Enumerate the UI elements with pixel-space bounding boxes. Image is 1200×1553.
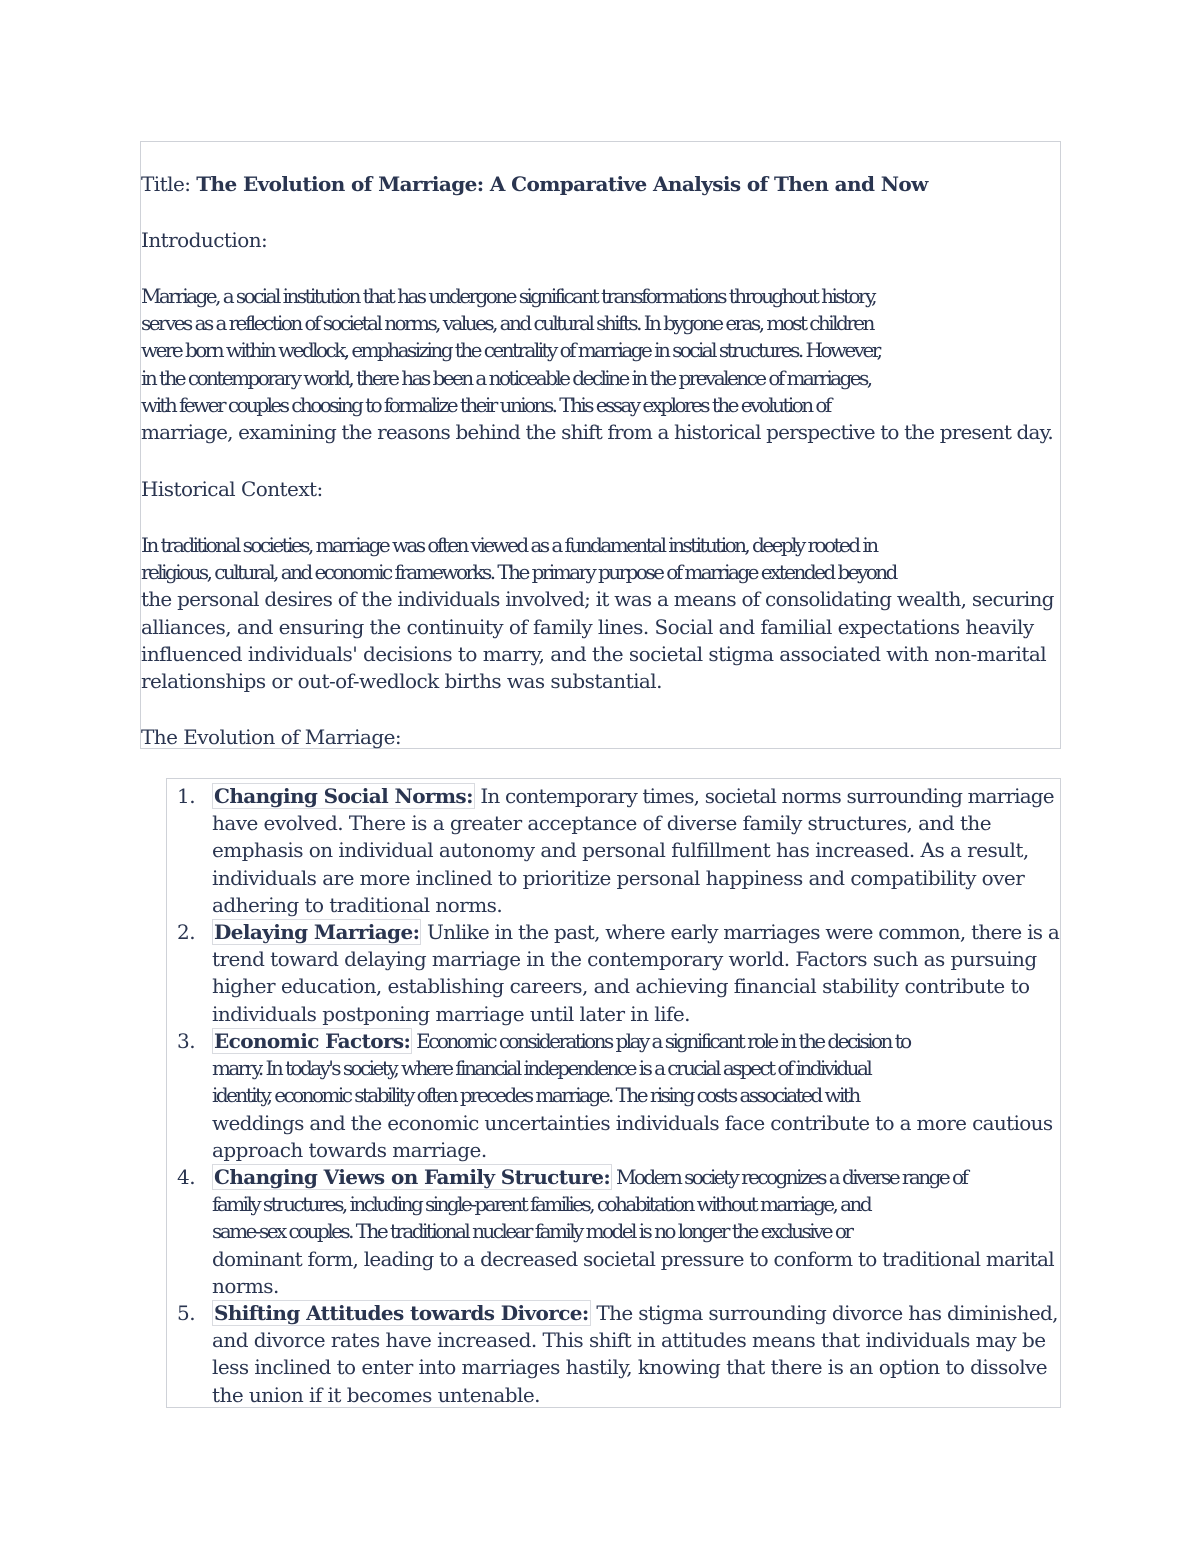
list-item-line: same-sex couples. The traditional nuclear family model is no longer the exclusive or (212, 1219, 852, 1244)
introduction-paragraph (141, 283, 1053, 446)
list-item-heading: Shifting Attitudes towards Divorce: (214, 1301, 589, 1325)
list-number: 4. (177, 1165, 196, 1189)
list-item-line: individuals are more inclined to prioritize personal happiness and compatibility over (212, 865, 1025, 890)
paragraph-line: relationships or out-of-wedlock births was substantial. (141, 669, 662, 694)
list-item-body (212, 783, 1054, 919)
intro-section (140, 141, 1061, 749)
list-item-line: individuals postponing marriage until later in life. (212, 1001, 690, 1026)
list-item-text: The stigma surrounding divorce has diminished, (590, 1301, 1058, 1325)
list-item-line: weddings and the economic uncertainties individuals face contribute to a more cautious (212, 1110, 1053, 1135)
list-item-first-line (212, 919, 1059, 946)
list-item-line: the union if it becomes untenable. (212, 1382, 540, 1407)
list-item-line: approach towards marriage. (212, 1137, 487, 1162)
evolution-heading: The Evolution of Marriage: (141, 725, 402, 749)
list-item-body (212, 1028, 1053, 1164)
title-label: Title: (141, 172, 191, 196)
list-item-first-line (212, 1164, 1054, 1191)
paragraph-line: serves as a reflection of societal norms, values, and cultural shifts. In bygone eras, most children (141, 311, 873, 336)
list-item-line: have evolved. There is a greater acceptance of diverse family structures, and the (212, 811, 992, 836)
paragraph-line: marriage, examining the reasons behind the shift from a historical perspective to the present day. (141, 420, 1053, 445)
introduction-heading: Introduction: (141, 228, 268, 252)
paragraph-line: the personal desires of the individuals involved; it was a means of consolidating wealth, securing (141, 587, 1054, 612)
list-item-line: and divorce rates have increased. This shift in attitudes means that individuals may be (212, 1328, 1046, 1353)
list-item-body (212, 919, 1059, 1028)
list-item-text: Unlike in the past, where early marriages were common, there is a (421, 920, 1060, 944)
list-item-heading: Delaying Marriage: (214, 920, 420, 944)
list-item-heading: Economic Factors: (214, 1029, 411, 1053)
list-item-line: norms. (212, 1273, 279, 1298)
list-item-line: emphasis on individual autonomy and personal fulfillment has increased. As a result, (212, 838, 1029, 863)
title-line (141, 171, 928, 198)
historical-context-paragraph (141, 532, 1054, 695)
list-item-text: Economic considerations play a significant role in the decision to (412, 1029, 910, 1053)
list-item-line: dominant form, leading to a decreased societal pressure to conform to traditional marital (212, 1246, 1054, 1271)
paragraph-line: Marriage, a social institution that has undergone significant transformations throughout history, (141, 284, 875, 308)
list-item-text: In contemporary times, societal norms surrounding marriage (474, 784, 1054, 808)
list-number: 2. (177, 920, 196, 944)
list-item-line: identity, economic stability often precedes marriage. The rising costs associated with (212, 1083, 859, 1108)
paragraph-line: In traditional societies, marriage was often viewed as a fundamental institution, deeply rooted in (141, 533, 877, 557)
list-item-line: adhering to traditional norms. (212, 892, 503, 917)
list-item-text: Modern society recognizes a diverse range of (612, 1165, 967, 1189)
list-item-line: higher education, establishing careers, and achieving financial stability contribute to (212, 974, 1030, 999)
list-item-heading: Changing Social Norms: (214, 784, 473, 808)
evolution-list-section (166, 778, 1061, 1408)
paragraph-line: religious, cultural, and economic frameworks. The primary purpose of marriage extended beyond (141, 560, 896, 585)
list-item-line: less inclined to enter into marriages hastily, knowing that there is an option to dissolve (212, 1355, 1048, 1380)
list-item-line: trend toward delaying marriage in the contemporary world. Factors such as pursuing (212, 947, 1037, 972)
list-number: 1. (177, 784, 196, 808)
list-number: 3. (177, 1029, 196, 1053)
list-item-line: family structures, including single-parent families, cohabitation without marriage, and (212, 1192, 871, 1217)
list-item-body (212, 1164, 1054, 1300)
list-item-first-line (212, 1028, 1053, 1055)
paragraph-line: influenced individuals' decisions to marry, and the societal stigma associated with non-marital (141, 641, 1047, 666)
paragraph-line: alliances, and ensuring the continuity of family lines. Social and familial expectations heavily (141, 614, 1034, 639)
paragraph-line: were born within wedlock, emphasizing the centrality of marriage in social structures. However, (141, 338, 881, 363)
list-item-first-line (212, 783, 1054, 810)
list-item-body (212, 1300, 1058, 1409)
list-item-heading: Changing Views on Family Structure: (214, 1165, 611, 1189)
essay-title: The Evolution of Marriage: A Comparative Analysis of Then and Now (196, 172, 928, 196)
list-item-line: marry. In today's society, where financial independence is a crucial aspect of individual (212, 1056, 871, 1081)
list-number: 5. (177, 1301, 196, 1325)
paragraph-line: with fewer couples choosing to formalize their unions. This essay explores the evolution of (141, 392, 830, 417)
list-item-first-line (212, 1300, 1058, 1327)
paragraph-line: in the contemporary world, there has been a noticeable decline in the prevalence of marriages, (141, 365, 871, 390)
historical-context-heading: Historical Context: (141, 477, 323, 501)
